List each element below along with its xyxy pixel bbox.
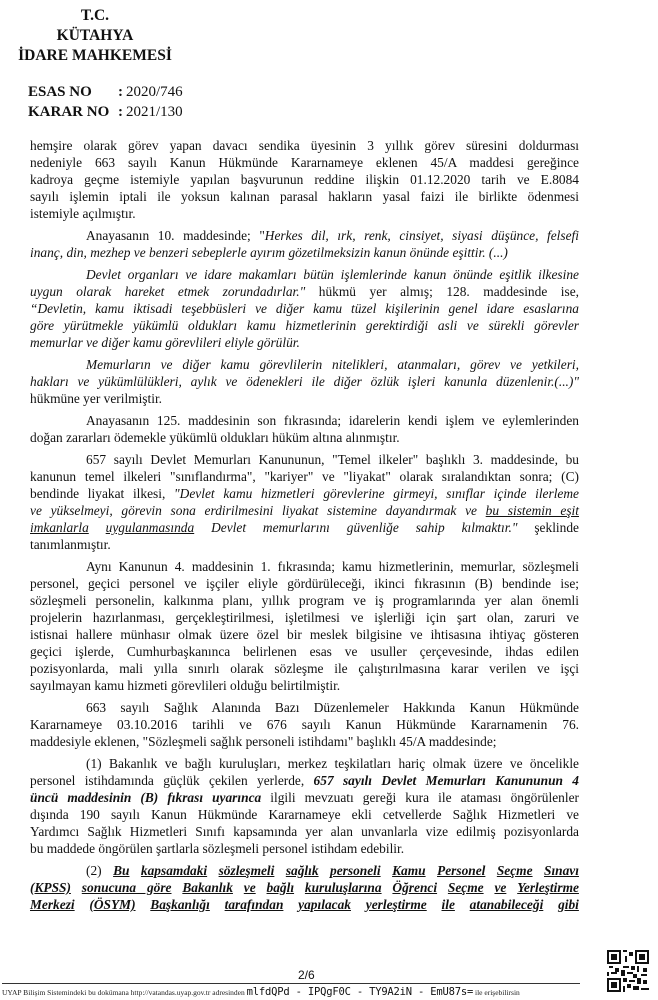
- text-line: [30, 789, 579, 806]
- karar-value: 2021/130: [126, 104, 183, 120]
- bold-italic-run: 657 sayılı Devlet Memurları Kanununun 4: [313, 773, 579, 788]
- paragraph-7: [30, 558, 579, 694]
- underlined-word: kuruluşlarına: [304, 880, 382, 895]
- underlined-word: Personel: [437, 863, 486, 878]
- italic-run: "Devlet kamu hizmetleri görevlerine girmeyi, sınıflar içinde ilerleme: [174, 486, 579, 501]
- text-line: sözleşmeli personelin, kalkınma planı, yıllık program ve iş programlarında yer alan önemli: [30, 593, 579, 608]
- underlined-word: Merkezi: [30, 897, 75, 912]
- text-line: kanunun temel ilkeleri "sınıflandırma", "kariyer" ve "liyakat" olarak sıralandıktan sonra; (C): [30, 469, 579, 484]
- underlined-word: Başkanlığı: [150, 897, 210, 912]
- header-court: İDARE MAHKEMESİ: [18, 47, 172, 64]
- underlined-word: Sınavı: [544, 863, 579, 878]
- italic-run: ve yükselmeyi, görevin sona erdirilmesini liyakat sistemine dayandırmak ve: [30, 503, 486, 518]
- footer-text-end: ile erişebilirsin: [473, 988, 520, 997]
- karar-colon: :: [118, 104, 123, 120]
- underlined-word: sonucuna göre: [81, 880, 172, 895]
- underlined-word: Kamu: [392, 863, 426, 878]
- footer-text: UYAP Bilişim Sistemindeki bu dokümana http://vatandas.uyap.gov.tr adresinden: [2, 988, 247, 997]
- footer-verification: [2, 986, 520, 999]
- text-line: [30, 896, 579, 913]
- verification-code: mlfdQPd - IPQgF0C - TY9A2iN - EmU87s=: [246, 986, 474, 998]
- court-header: [0, 6, 190, 66]
- underlined-word: atanabileceği: [469, 897, 544, 912]
- text-line: sayılı işlemin iptali ile yoksun kalınan parasal hakların yasal faizi ile birlikte ödenmesi: [30, 189, 579, 204]
- text-line: “Devletin, kamu iktisadi teşebbüsleri ve diğer kamu tüzel kişilerinin genel idare esaslarına: [30, 301, 579, 316]
- text-run: personel istihdamında güçlük çekilen yerlerde,: [30, 773, 314, 788]
- underlined-word: sağlık: [285, 863, 319, 878]
- text-line: nedeniyle 663 sayılı Kanun Hükmünde Kararnameye eklenen 45/A maddesi gereğince: [30, 155, 579, 170]
- text-line: bu maddede öngörülen şartlarla sözleşmeli personel istihdam edebilir.: [30, 841, 405, 856]
- text-run: ilgili mevzuatı gereği kura ile ataması öngörülenler: [261, 790, 579, 805]
- underlined-run: imkanlarla: [30, 520, 89, 535]
- text-line: [30, 485, 579, 502]
- text-line: memurlar ve diğer kamu görevlileri eliyle görülür.: [30, 335, 300, 350]
- underlined-word: gibi: [558, 897, 579, 912]
- underlined-word: Seçme: [447, 880, 484, 895]
- text-line: hemşire olarak görev yapan davacı sendika üyesinin 3 yıllık görev süresini doldurması: [30, 138, 579, 153]
- text-line: istisnai hallere münhasır olmak üzere özel bir meslek bilgisine ve ihtisasına ihtiyaç gösteren: [30, 627, 579, 642]
- underlined-word: kapsamdaki: [140, 863, 208, 878]
- text-line: doğan zararları ödemekle yükümlü oldukları hüküm altına alınmıştır.: [30, 430, 400, 445]
- text-run: Anayasanın 10. maddesinde; ": [86, 228, 265, 243]
- paragraph-8: [30, 699, 579, 750]
- case-info: [28, 82, 183, 122]
- paragraph-1: [30, 137, 579, 222]
- text-line: pozisyonlarda, mali yılla sınırlı olarak sözleşme ile çalıştırılmasına karar verilen ve işçi: [30, 661, 579, 676]
- paragraph-2: [30, 227, 579, 261]
- text-line: hakları ve yükümlülükleri, aylık ve ödenekleri ile diğer özlük işleri kanunla düzenlenir.(...)": [30, 374, 579, 389]
- bold-italic-run: üncü maddesinin (B) fıkrası uyarınca: [30, 790, 262, 805]
- underlined-word: sözleşmeli: [218, 863, 275, 878]
- text-line: projelerin hazırlanması, gerçekleştirilmesi, işletilmesi ve işlerliği için şart olan, zaruri ve: [30, 610, 579, 625]
- text-line: Kararnameye 03.10.2016 tarihli ve 676 sayılı Kanun Hükmünde Kararnamenin 76.: [30, 717, 579, 732]
- text-line: 657 sayılı Devlet Memurları Kanununun, "Temel ilkeler" başlıklı 3. maddesinde, bu: [86, 452, 579, 467]
- text-line: (1) Bakanlık ve bağlı kuruluşları, merkez teşkilatları hariç olmak üzere ve öncelikle: [86, 756, 579, 771]
- paragraph-3: [30, 266, 579, 351]
- underlined-word: tarafından: [224, 897, 284, 912]
- italic-run: uygun olarak hareket etmek zorundadırlar.": [30, 284, 306, 299]
- underlined-word: Bu: [113, 863, 130, 878]
- underlined-word: Öğrenci: [392, 880, 438, 895]
- underlined-word: (KPSS): [30, 880, 71, 895]
- underlined-word: ile: [441, 897, 455, 912]
- footer-divider: [2, 983, 580, 984]
- text-line: hükmüne yer verilmiştir.: [30, 391, 163, 406]
- qr-code-icon: [607, 950, 649, 992]
- paragraph-5: [30, 412, 579, 446]
- text-line: Devlet organları ve idare makamları bütün işlemlerinde kanun önünde eşitlik ilkesine: [86, 267, 579, 282]
- underlined-word: bağlı: [266, 880, 295, 895]
- esas-label: ESAS NO: [28, 84, 92, 100]
- underlined-word: (ÖSYM): [89, 897, 136, 912]
- text-line: Anayasanın 125. maddesinin son fıkrasında; idarelerin kendi işlem ve eylemlerinden: [86, 413, 579, 428]
- text-line: inanç, din, mezhep ve benzeri sebeplerle ayırım gözetilmeksizin kanun önünde eşittir. (...): [30, 245, 508, 260]
- text-line: istemiyle açılmıştır.: [30, 206, 136, 221]
- esas-colon: :: [118, 84, 123, 100]
- text-line: 663 sayılı Sağlık Alanında Bazı Düzenlemeler Hakkında Kanun Hükmünde: [86, 700, 579, 715]
- karar-row: [28, 102, 183, 122]
- text-line: [30, 227, 579, 244]
- text-line: maddesiyle eklenen, "Sözleşmeli sağlık personeli istihdamı" başlıklı 45/A maddesinde;: [30, 734, 497, 749]
- text-line: [30, 862, 579, 879]
- underlined-word: yapılacak: [298, 897, 351, 912]
- text-line: [30, 519, 579, 536]
- italic-run: Devlet memurlarını güvenliğe sahip kılmaktır.": [194, 520, 518, 535]
- text-line: Memurların ve diğer kamu görevlilerin nitelikleri, atanmaları, görev ve yetkileri,: [86, 357, 579, 372]
- text-run: şeklinde: [517, 520, 579, 535]
- underlined-word: ve: [494, 880, 507, 895]
- document-body: [30, 137, 579, 913]
- text-line: sayılmayan kamu hizmeti görevlileri olduğu belirtilmiştir.: [30, 678, 341, 693]
- underlined-run: bu sistemin eşit: [485, 503, 579, 518]
- text-line: [30, 502, 579, 519]
- underlined-word: Yerleştirme: [517, 880, 579, 895]
- page-number: 2/6: [298, 968, 315, 982]
- text-line: [30, 772, 579, 789]
- text-line: geçici işlerde, Cumhurbaşkanınca belirlenen esas ve usuller çerçevesinde, ihdas edilen: [30, 644, 579, 659]
- underlined-word: yerleştirme: [365, 897, 427, 912]
- paragraph-9: [30, 755, 579, 857]
- header-city: KÜTAHYA: [56, 27, 134, 44]
- text-line: dışında 190 sayılı Kanun Hükmünde Kararnameye ekli cetvellerde Sağlık Hizmetleri ve: [30, 807, 579, 822]
- text-line: kadroya geçme istemiyle yapılan başvurunun reddine ilişkin 01.12.2020 tarih ve E.8084: [30, 172, 579, 187]
- underlined-run: uygulanmasında: [105, 520, 195, 535]
- paragraph-4: [30, 356, 579, 407]
- text-run: hükmü yer almış; 128. maddesinde ise,: [305, 284, 579, 299]
- paragraph-10: [30, 862, 579, 913]
- text-line: [30, 879, 579, 896]
- underlined-word: Seçme: [496, 863, 533, 878]
- karar-label: KARAR NO: [28, 104, 110, 120]
- text-run: bendinde liyakat ilkesi,: [30, 486, 175, 501]
- text-line: tanımlanmıştır.: [30, 537, 111, 552]
- text-line: Aynı Kanunun 4. maddesinin 1. fıkrasında; kamu hizmetlerinin, memurlar, sözleşmeli: [86, 559, 579, 574]
- header-tc: T.C.: [80, 7, 110, 24]
- underlined-word: ve: [243, 880, 256, 895]
- esas-value: 2020/746: [126, 84, 183, 100]
- underlined-word: Bakanlık: [182, 880, 233, 895]
- text-line: Yardımcı Sağlık Hizmetleri Sınıfı kapsamında yer alan unvanlarla vize edilmiş pozisyonlarda: [30, 824, 579, 839]
- italic-run: Herkes dil, ırk, renk, cinsiyet, siyasi düşünce, felsefi: [264, 228, 579, 243]
- text-line: göre yürütmekle yükümlü oldukları kamu hizmetlerinin gerektirdiği asli ve sürekli görevler: [30, 318, 579, 333]
- esas-row: [28, 82, 183, 102]
- text-run: (2): [86, 863, 114, 878]
- text-line: personel, geçici personel ve işçiler eliyle gördürüleceği, ikinci fıkrasının (B) bendinde ise;: [30, 576, 579, 591]
- paragraph-6: [30, 451, 579, 553]
- text-line: [30, 283, 579, 300]
- underlined-word: personeli: [330, 863, 381, 878]
